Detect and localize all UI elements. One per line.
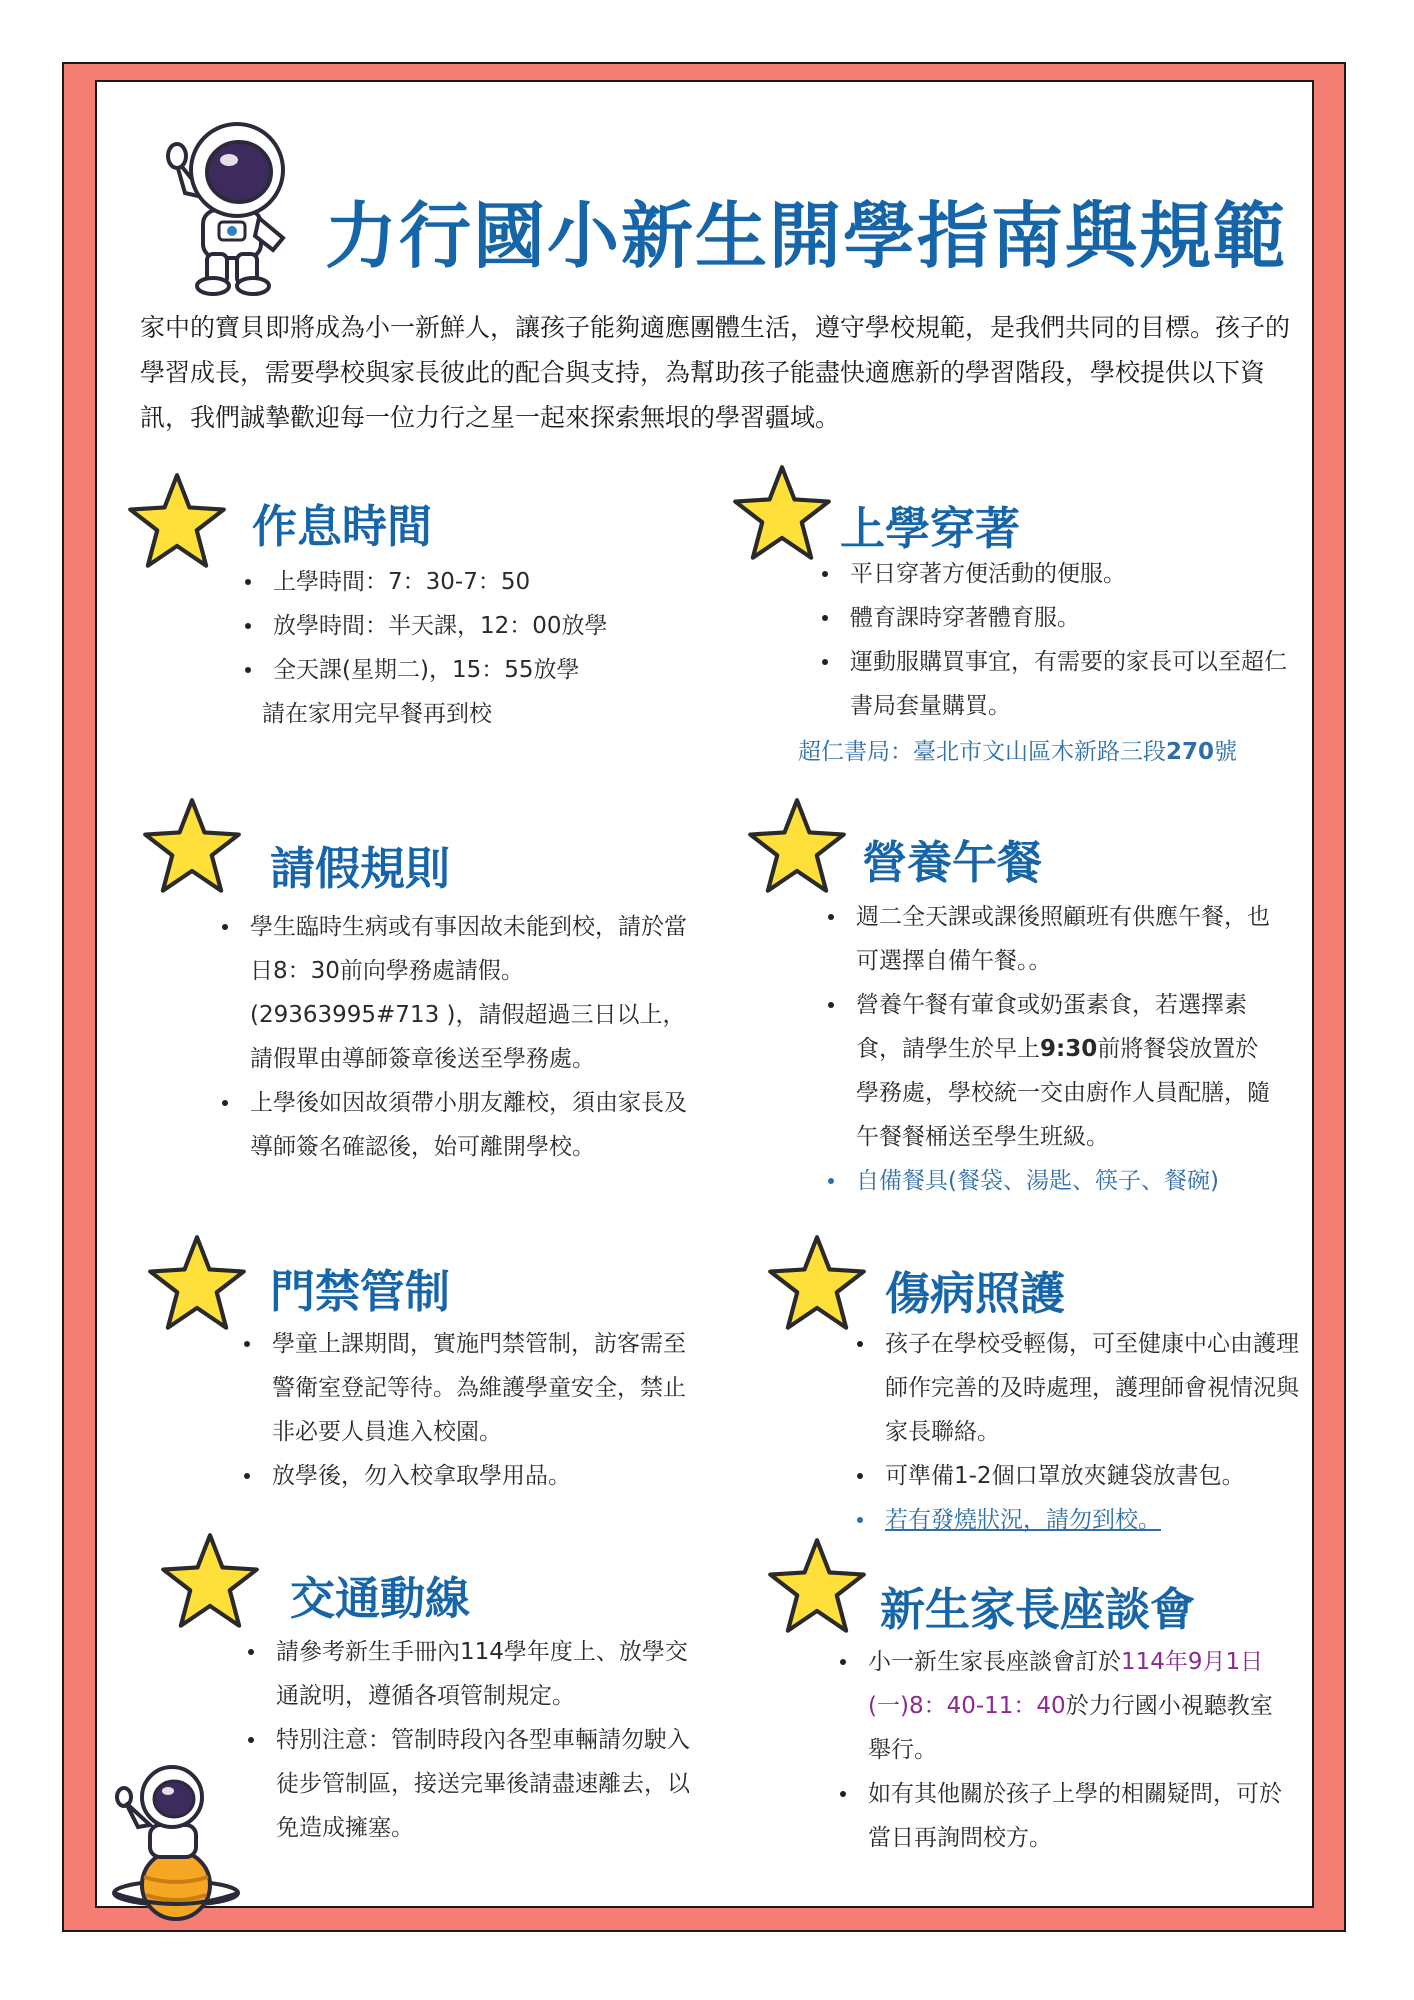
section-heading-attire: 上學穿著: [840, 502, 1021, 555]
list-item: 上學時間：7：30-7：50: [243, 560, 693, 604]
traffic-list: [246, 1630, 706, 1850]
list-item: 自備餐具(餐袋、湯匙、筷子、餐碗): [826, 1159, 1276, 1203]
star-icon: [765, 1232, 869, 1336]
schedule-list: [243, 560, 693, 692]
bookstore-address: 超仁書局：臺北市文山區木新路三段270號: [798, 739, 1238, 765]
section-heading-access: 門禁管制: [270, 1265, 451, 1318]
section-heading-lunch: 營養午餐: [862, 836, 1043, 889]
star-icon: [158, 1530, 262, 1634]
section-heading-care: 傷病照護: [885, 1267, 1066, 1320]
page-title: 力行國小新生開學指南與規範: [325, 194, 1288, 278]
list-item: 體育課時穿著體育服。: [820, 596, 1300, 640]
section-heading-schedule: 作息時間: [252, 500, 433, 553]
schedule-note: 請在家用完早餐再到校: [262, 701, 492, 727]
list-item: 如有其他關於孩子上學的相關疑問，可於當日再詢問校方。: [838, 1772, 1283, 1860]
astronaut-planet-icon: [98, 1755, 248, 1925]
section-heading-meeting: 新生家長座談會: [880, 1583, 1196, 1636]
astronaut-icon: [155, 118, 305, 296]
list-item: 小一新生家長座談會訂於114年9月1日(一)8：40-11：40於力行國小視聽教室舉行。: [838, 1640, 1283, 1772]
list-item: 運動服購買事宜，有需要的家長可以至超仁書局套量購買。: [820, 640, 1300, 728]
intro-paragraph: 家中的寶貝即將成為小一新鮮人，讓孩子能夠適應團體生活，遵守學校規範，是我們共同的目標。孩子的學習成長，需要學校與家長彼此的配合與支持，為幫助孩子能盡快適應新的學習階段，學校提供以下資訊，我們誠摯歡迎每一位力行之星一起來探索無垠的學習疆域。: [140, 313, 1291, 432]
list-item: 營養午餐有葷食或奶蛋素食，若選擇素食，請學生於早上9:30前將餐袋放置於學務處，學校統一交由廚作人員配膳，隨午餐餐桶送至學生班級。: [826, 983, 1276, 1159]
list-item: 請參考新生手冊內114學年度上、放學交通說明，遵循各項管制規定。: [246, 1630, 706, 1718]
star-icon: [125, 470, 229, 574]
list-item: 若有發燒狀況，請勿到校。: [855, 1498, 1300, 1542]
star-icon: [765, 1535, 869, 1639]
section-heading-traffic: 交通動線: [290, 1572, 471, 1625]
list-item: 學生臨時生病或有事因故未能到校，請於當日8：30前向學務處請假。(29363995#713 )，請假超過三日以上，請假單由導師簽章後送至學務處。: [220, 905, 698, 1081]
list-item: 學童上課期間，實施門禁管制，訪客需至警衛室登記等待。為維護學童安全，禁止非必要人員進入校園。: [242, 1322, 692, 1454]
leave-list: [220, 905, 698, 1169]
list-item: 可準備1-2個口罩放夾鏈袋放書包。: [855, 1454, 1300, 1498]
section-heading-leave: 請假規則: [270, 842, 451, 895]
list-item: 上學後如因故須帶小朋友離校，須由家長及導師簽名確認後，始可離開學校。: [220, 1081, 698, 1169]
star-icon: [745, 795, 849, 899]
star-icon: [145, 1232, 249, 1336]
care-list: [855, 1322, 1300, 1542]
list-item: 週二全天課或課後照顧班有供應午餐，也可選擇自備午餐。。: [826, 895, 1276, 983]
list-item: 孩子在學校受輕傷，可至健康中心由護理師作完善的及時處理，護理師會視情況與家長聯絡。: [855, 1322, 1300, 1454]
list-item: 特別注意：管制時段內各型車輛請勿駛入徒步管制區，接送完畢後請盡速離去，以免造成擁塞。: [246, 1718, 706, 1850]
list-item: 平日穿著方便活動的便服。: [820, 552, 1300, 596]
star-icon: [730, 462, 834, 566]
star-icon: [140, 795, 244, 899]
list-item: 全天課(星期二)，15：55放學: [243, 648, 693, 692]
list-item: 放學後，勿入校拿取學用品。: [242, 1454, 692, 1498]
meeting-list: [838, 1640, 1283, 1860]
attire-list: [820, 552, 1300, 728]
lunch-list: [826, 895, 1276, 1203]
access-list: [242, 1322, 692, 1498]
list-item: 放學時間：半天課，12：00放學: [243, 604, 693, 648]
